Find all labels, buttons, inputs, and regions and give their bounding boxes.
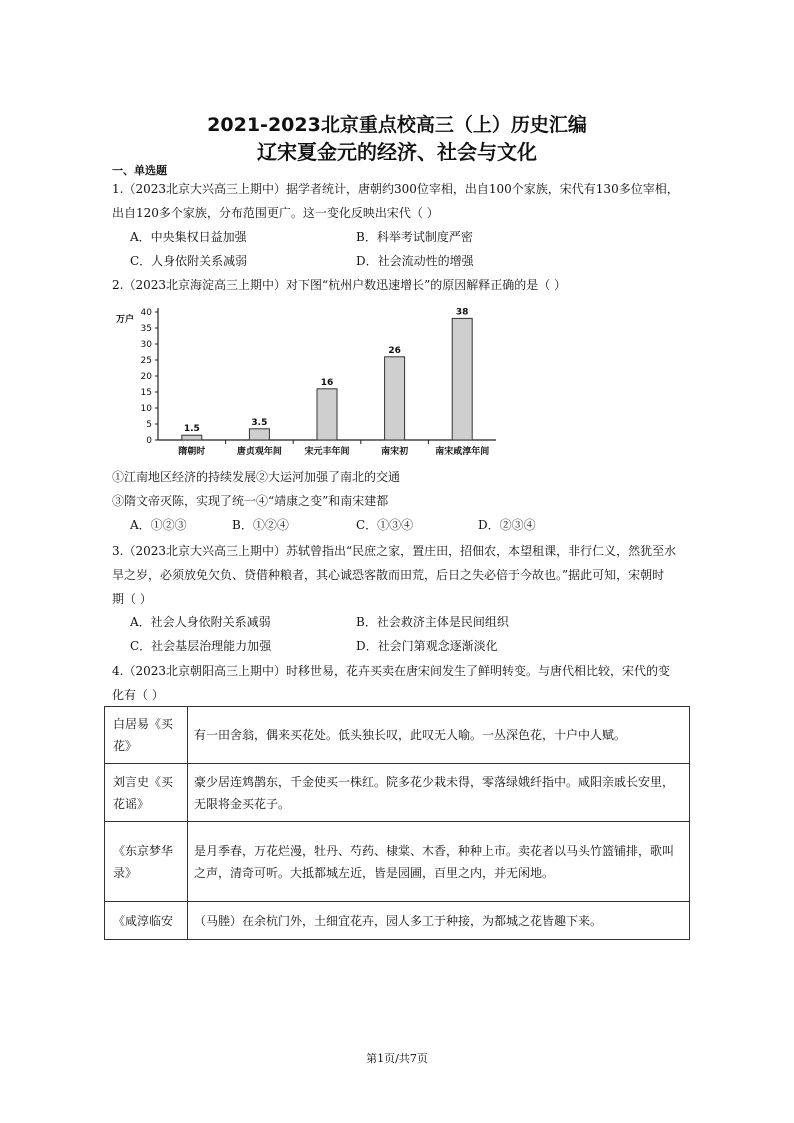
- y-tick-label: 40: [140, 308, 152, 318]
- y-tick-label: 10: [140, 404, 152, 414]
- bar-value-label: 3.5: [251, 417, 268, 428]
- x-tick-label: 隋朝时: [178, 447, 206, 457]
- source-text: （马塍）在余杭门外，土细宜花卉，园人多工于种接，为都城之花皆趣下来。: [188, 902, 690, 940]
- x-tick-label: 南宋初: [381, 447, 409, 457]
- q1-option-a[interactable]: A．中央集权日益加强: [130, 230, 247, 244]
- q1-option-d[interactable]: D．社会流动性的增强: [356, 254, 474, 268]
- q2-option-c[interactable]: C．①③④: [356, 518, 414, 532]
- q2-item-line2: ③隋文帝灭陈，实现了统一④“靖康之变”和南宋建都: [112, 494, 389, 508]
- q4-stem-line2: 化有（ ）: [112, 688, 164, 702]
- y-axis-label: 万户: [116, 315, 135, 325]
- bar: [182, 435, 202, 440]
- y-tick-label: 0: [146, 436, 152, 446]
- y-tick-label: 30: [140, 340, 152, 350]
- q3-option-d[interactable]: D．社会门第观念逐渐淡化: [356, 639, 498, 653]
- q1-option-b[interactable]: B．科举考试制度严密: [356, 230, 473, 244]
- bar: [249, 429, 269, 440]
- q3-option-b[interactable]: B．社会救济主体是民间组织: [356, 615, 509, 629]
- q2-option-d[interactable]: D．②③④: [478, 518, 536, 532]
- bar-value-label: 26: [388, 345, 401, 356]
- q3-stem-line2: 旱之岁，必须放免欠负、贷借种粮者，其心诚恐客散而田荒，后日之失必倍于今故也。”据此可知，宋朝时: [112, 568, 665, 582]
- q1-stem-line2: 出自120多个家族，分布范围更广。这一变化反映出宋代（ ）: [112, 206, 439, 220]
- q2-item-line1: ①江南地区经济的持续发展②大运河加强了南北的交通: [112, 470, 401, 484]
- table-row: [105, 822, 690, 902]
- table-row: [105, 764, 690, 822]
- q3-stem-line1: 3.（2023北京大兴高三上期中）苏轼曾指出“民庶之家，置庄田，招佃农，本望租课，非行仁义，然犹至水: [112, 544, 677, 558]
- source-text: 豪少居连鸩鹊东，千金使买一株红。院多花少栽未得，零落绿娥纤指中。咸阳亲戚长安里，无限将金买花子。: [188, 764, 690, 822]
- source-title: 《咸淳临安: [105, 902, 188, 940]
- households-bar-chart: [112, 300, 502, 460]
- q3-option-a[interactable]: A．社会人身依附关系减弱: [130, 615, 271, 629]
- y-tick-label: 15: [140, 388, 152, 398]
- bar-value-label: 38: [455, 307, 469, 318]
- q2-option-b[interactable]: B．①②④: [232, 518, 289, 532]
- y-tick-label: 25: [140, 356, 152, 366]
- q2-stem-line1: 2.（2023北京海淀高三上期中）对下图“杭州户数迅速增长”的原因解释正确的是（ ）: [112, 278, 567, 292]
- page-subtitle: 辽宋夏金元的经济、社会与文化: [257, 140, 537, 164]
- source-table: [104, 706, 690, 940]
- y-tick-label: 20: [140, 372, 152, 382]
- source-title: 白居易《买花》: [105, 707, 188, 764]
- q4-stem-line1: 4.（2023北京朝阳高三上期中）时移世易，花卉买卖在唐宋间发生了鲜明转变。与唐代相比较，宋代的变: [112, 664, 670, 678]
- bar: [385, 357, 405, 440]
- x-tick-label: 宋元丰年间: [304, 447, 350, 457]
- bar: [452, 318, 472, 440]
- q2-option-a[interactable]: A．①②③: [130, 518, 187, 532]
- bar-value-label: 16: [320, 377, 334, 388]
- x-tick-label: 唐贞观年间: [236, 447, 282, 457]
- source-text: 是月季春，万花烂漫，牡丹、芍药、棣棠、木香，种种上市。卖花者以马头竹篮铺排，歌叫之声，清奇可听。大抵都城左近，皆是园圃，百里之内，并无闲地。: [188, 822, 690, 902]
- source-text: 有一田舍翁，偶来买花处。低头独长叹，此叹无人喻。一丛深色花，十户中人赋。: [188, 707, 690, 764]
- q3-stem-line3: 期（ ）: [112, 592, 152, 606]
- page-title: 2021-2023北京重点校高三（上）历史汇编: [207, 114, 587, 136]
- page-footer: 第1页/共7页: [366, 1052, 428, 1065]
- y-tick-label: 35: [140, 324, 152, 334]
- bar: [317, 389, 337, 440]
- y-tick-label: 5: [146, 420, 152, 430]
- source-title: 《东京梦华录》: [105, 822, 188, 902]
- section-heading: 一、单选题: [112, 164, 167, 177]
- table-row: [105, 902, 690, 940]
- q1-option-c[interactable]: C．人身依附关系减弱: [130, 254, 248, 268]
- x-tick-label: 南宋咸淳年间: [435, 447, 490, 457]
- q3-option-c[interactable]: C．社会基层治理能力加强: [130, 639, 272, 653]
- table-row: [105, 707, 690, 764]
- q1-stem-line1: 1.（2023北京大兴高三上期中）据学者统计，唐朝约300位宰相，出自100个家族，宋代有130多位宰相，: [112, 182, 679, 196]
- bar-value-label: 1.5: [183, 424, 200, 435]
- source-title: 刘言史《买花谣》: [105, 764, 188, 822]
